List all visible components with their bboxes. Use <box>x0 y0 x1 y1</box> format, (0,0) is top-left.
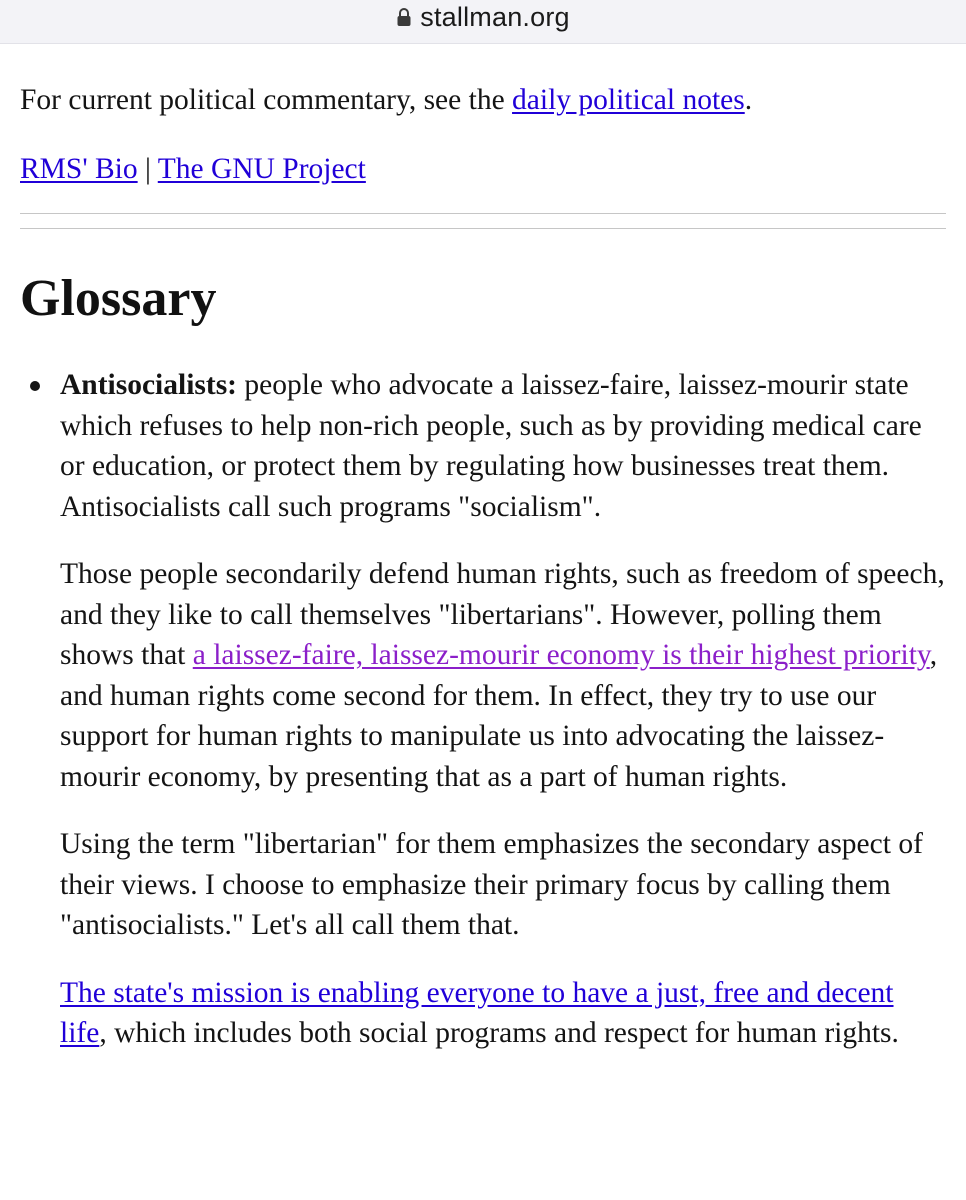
intro-text: For current political commentary, see the <box>20 84 513 116</box>
intro-period: . <box>744 84 753 116</box>
gnu-project-link[interactable]: The GNU Project <box>157 152 366 185</box>
daily-political-notes-link[interactable]: daily political notes <box>512 84 745 116</box>
url-display[interactable] <box>396 0 569 34</box>
intro-paragraph <box>20 80 946 121</box>
entry-paragraph-3: Using the term "libertarian" for them emphasizes the secondary aspect of their views. I choose to emphasize their primary focus by calling them "antisocialists." Let's all call them that. <box>60 828 923 941</box>
divider-bottom <box>20 228 946 229</box>
lock-icon <box>396 7 412 27</box>
definition-text: people who advocate a laissez-faire, laissez-mourir state which refuses to help non-rich people, such as by providing medical care or education, or protect them by regulating how businesses treat them. Antisocialists call such programs "socialism". <box>60 369 922 523</box>
rms-bio-link[interactable]: RMS' Bio <box>20 152 138 185</box>
glossary-entry-antisocialists <box>60 365 946 1054</box>
para4-text-after: , which includes both social programs and respect for human rights. <box>99 1017 899 1049</box>
entry-paragraph-2 <box>60 554 946 797</box>
divider-top <box>20 213 946 214</box>
highest-priority-link[interactable]: a laissez-faire, laissez-mourir economy is their highest priority <box>192 639 930 671</box>
url-text: stallman.org <box>420 1 570 32</box>
state-mission-link[interactable]: The state's mission is enabling everyone to have a just, free and decent life <box>60 976 894 1049</box>
entry-paragraph-4 <box>60 973 946 1054</box>
entry-term: Antisocialists: <box>60 369 237 401</box>
page-title: Glossary <box>20 270 217 327</box>
page-content <box>20 44 946 1054</box>
bullet-icon <box>30 381 40 391</box>
nav-separator: | <box>145 152 151 185</box>
para2-text-before: Those people secondarily defend human rights, such as freedom of speech, and they like to call themselves "libertarians". However, polling them shows that <box>60 558 945 671</box>
para2-text-after: , and human rights come second for them. In effect, they try to use our support for human rights to manipulate us into advocating the laissez-mourir economy, by presenting that as a part of human rights. <box>60 639 938 793</box>
nav-links <box>20 149 946 190</box>
entry-definition <box>60 365 946 527</box>
glossary-list <box>20 365 946 1054</box>
browser-url-bar[interactable] <box>0 0 966 44</box>
